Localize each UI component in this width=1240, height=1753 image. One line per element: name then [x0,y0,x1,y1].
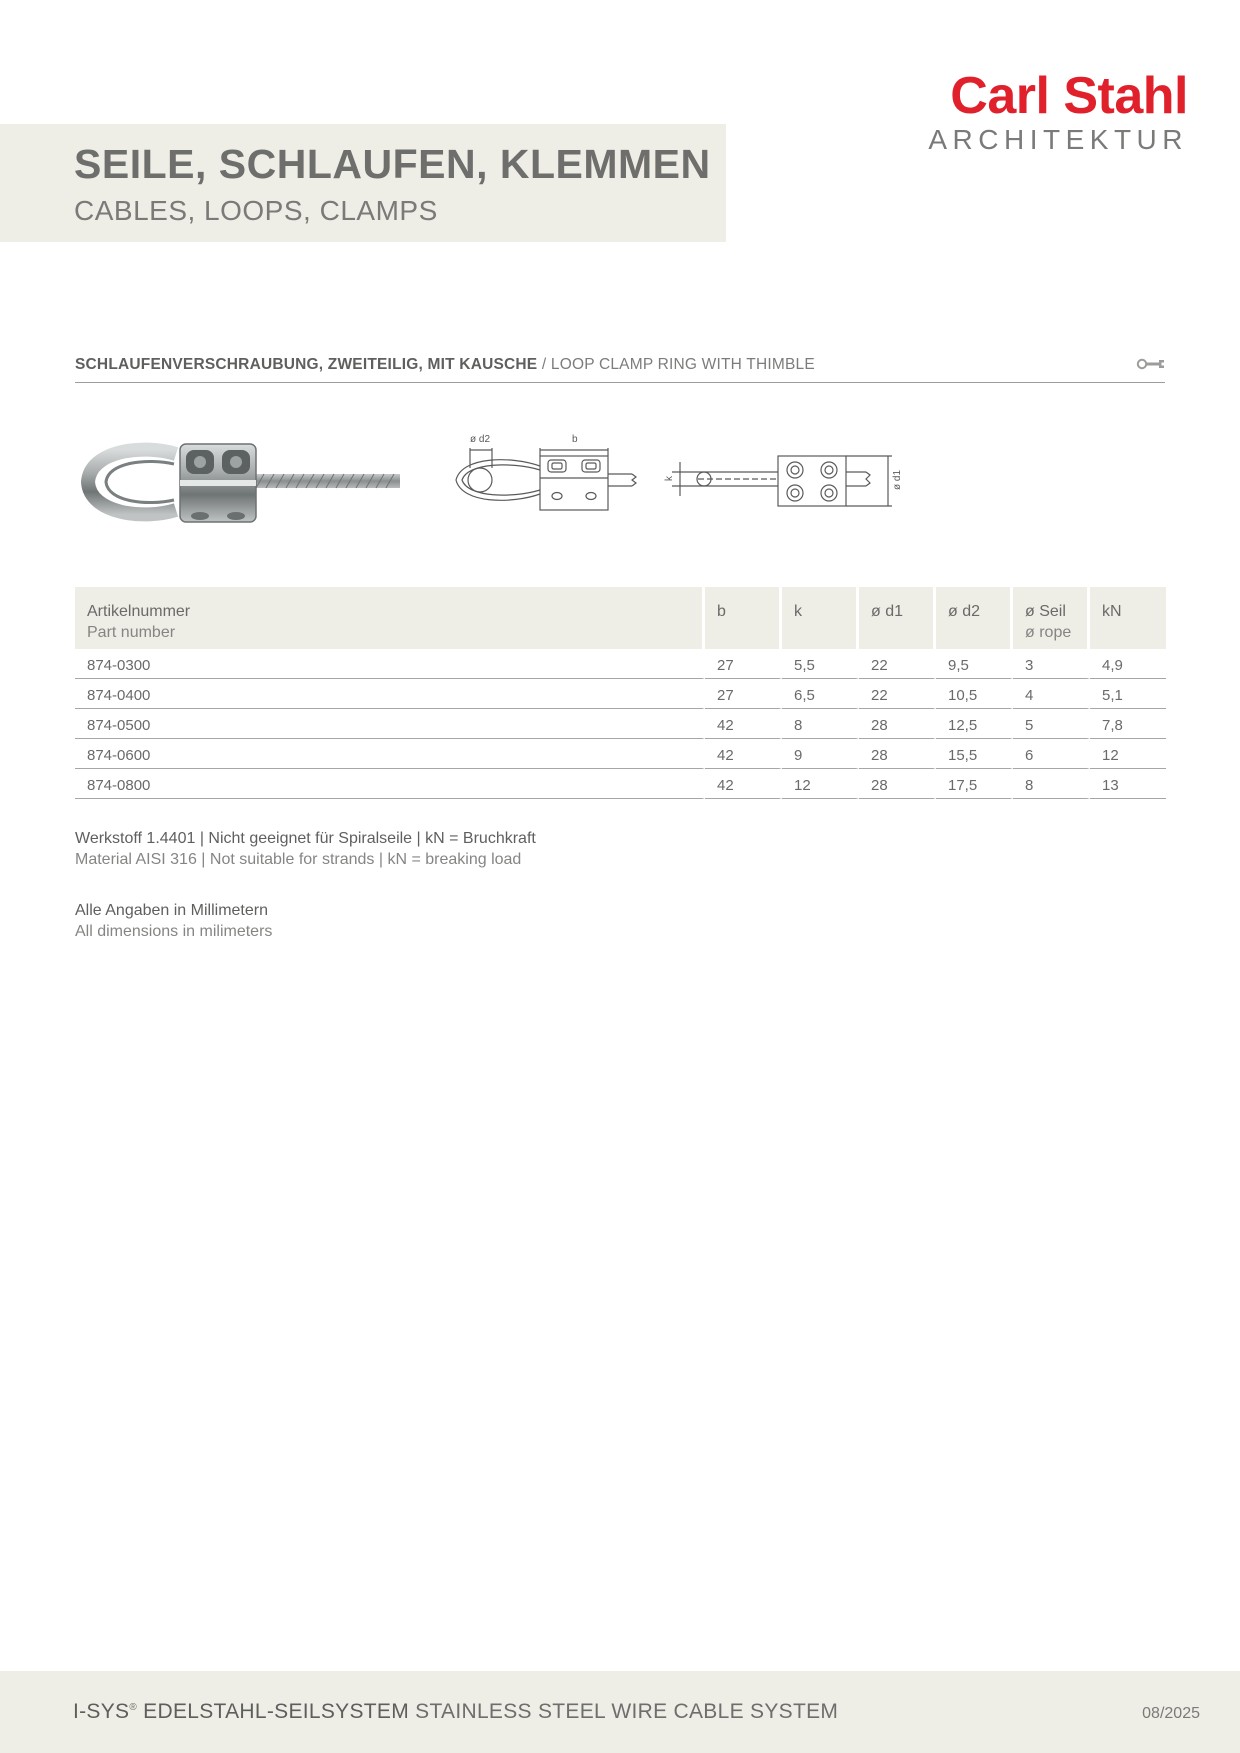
header-main: k [794,603,802,620]
top-drawing [664,448,920,510]
footer-title [73,1700,838,1724]
spec-table [75,587,1166,799]
label-k: k [664,476,675,481]
cell-d1: 28 [859,709,936,739]
section-heading [75,354,1165,383]
cell-part-number: 874-0800 [75,769,705,799]
cell-part-number: 874-0600 [75,739,705,769]
dimensions-note-en: All dimensions in milimeters [75,923,273,940]
col-header-kn [1090,587,1166,649]
col-header-d2 [936,587,1013,649]
product-photo [84,436,400,528]
header-main: ø d1 [871,603,904,620]
cell-d2: 10,5 [936,679,1013,709]
section-heading-en: LOOP CLAMP RING WITH THIMBLE [550,356,815,373]
cell-kn: 5,1 [1090,679,1166,709]
table-row [75,739,1166,769]
registered-mark: ® [129,1702,138,1713]
cell-rope: 4 [1013,679,1090,709]
cell-k: 12 [782,769,859,799]
table-row [75,679,1166,709]
header-main: ø Seil [1025,603,1066,620]
header-main: b [717,603,726,620]
material-note-de: Werkstoff 1.4401 | Nicht geeignet für Spiralseile | kN = Bruchkraft [75,830,536,847]
table-row [75,769,1166,799]
cell-d1: 22 [859,649,936,679]
cell-k: 8 [782,709,859,739]
header-main: Artikelnummer [87,603,191,620]
section-heading-text [75,356,815,374]
header-sub: ø rope [1025,624,1072,641]
label-d1: ø d1 [892,469,903,490]
header-main: kN [1102,603,1122,620]
table-row [75,649,1166,679]
cell-b: 27 [705,649,782,679]
table-row [75,709,1166,739]
cell-part-number: 874-0500 [75,709,705,739]
cell-d1: 22 [859,679,936,709]
cell-kn: 7,8 [1090,709,1166,739]
section-heading-de: SCHLAUFENVERSCHRAUBUNG, ZWEITEILIG, MIT KAUSCHE [75,356,538,373]
cell-part-number: 874-0300 [75,649,705,679]
cell-k: 6,5 [782,679,859,709]
footer-title-en: STAINLESS STEEL WIRE CABLE SYSTEM [409,1700,839,1723]
label-b: b [572,434,578,445]
cell-d2: 9,5 [936,649,1013,679]
cell-kn: 12 [1090,739,1166,769]
cell-rope: 6 [1013,739,1090,769]
footer-date: 08/2025 [1142,1705,1200,1722]
col-header-d1 [859,587,936,649]
cell-b: 27 [705,679,782,709]
page-title: SEILE, SCHLAUFEN, KLEMMEN [74,141,711,187]
cell-b: 42 [705,769,782,799]
col-header-k [782,587,859,649]
table-header-row [75,587,1166,649]
cell-k: 5,5 [782,649,859,679]
cell-k: 9 [782,739,859,769]
cell-d2: 17,5 [936,769,1013,799]
section-heading-separator: / [537,356,551,373]
col-header-part-number [75,587,705,649]
cell-rope: 3 [1013,649,1090,679]
cell-d1: 28 [859,769,936,799]
footer-brand: I-SYS [73,1700,130,1723]
label-d2: ø d2 [470,434,491,445]
dimensions-note-de: Alle Angaben in Millimetern [75,902,268,919]
wrench-icon [1137,356,1165,372]
cell-rope: 8 [1013,769,1090,799]
col-header-rope [1013,587,1090,649]
cell-kn: 4,9 [1090,649,1166,679]
cell-rope: 5 [1013,709,1090,739]
side-drawing [452,428,644,514]
footer-title-de: EDELSTAHL-SEILSYSTEM [137,1700,410,1723]
cell-d2: 12,5 [936,709,1013,739]
cell-b: 42 [705,709,782,739]
header-main: ø d2 [948,603,981,620]
page-subtitle: CABLES, LOOPS, CLAMPS [74,195,438,226]
material-note-en: Material AISI 316 | Not suitable for strands | kN = breaking load [75,851,522,868]
cell-part-number: 874-0400 [75,679,705,709]
col-header-b [705,587,782,649]
logo-subtitle: ARCHITEKTUR [928,124,1188,155]
cell-d1: 28 [859,739,936,769]
cell-b: 42 [705,739,782,769]
header-sub: Part number [87,624,176,641]
cell-kn: 13 [1090,769,1166,799]
cell-d2: 15,5 [936,739,1013,769]
logo-name: Carl Stahl [950,67,1188,125]
